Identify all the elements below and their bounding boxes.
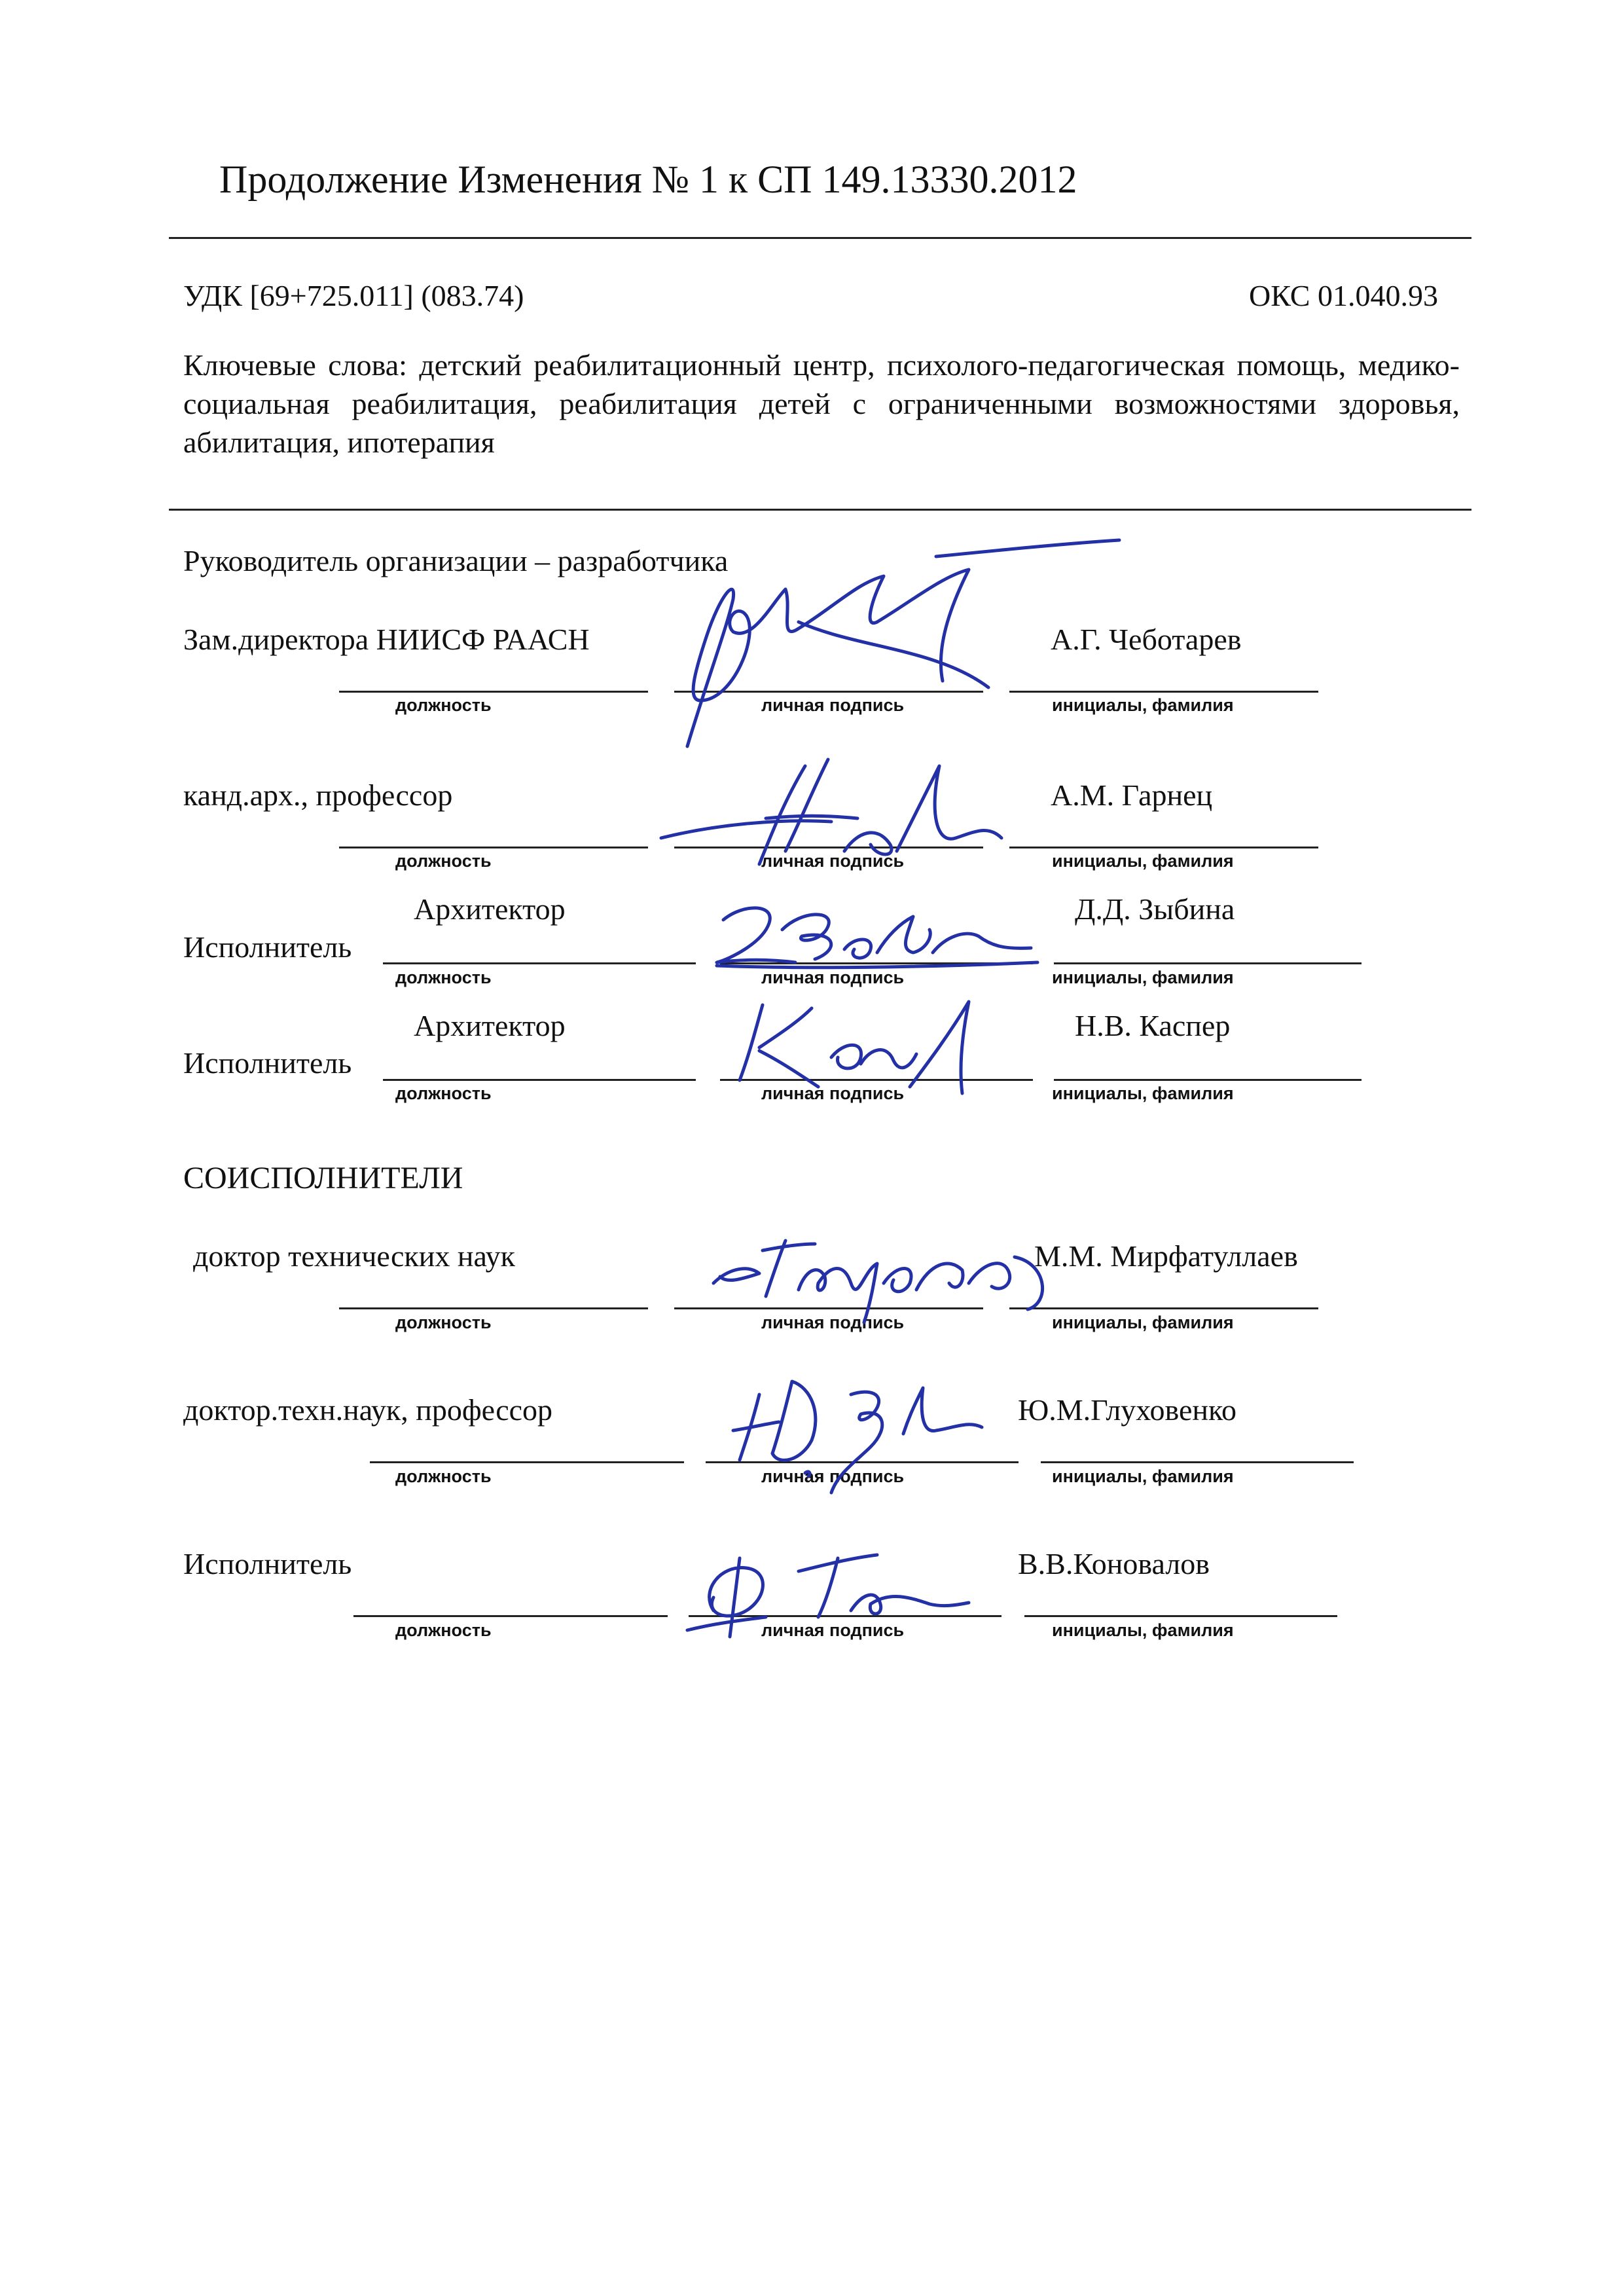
developer-heading: Руководитель организации – разработчика	[183, 544, 729, 577]
row4-job-title: Архитектор	[414, 1009, 566, 1042]
oks-code: ОКС 01.040.93	[1249, 279, 1438, 312]
row3-name-caption: инициалы, фамилия	[1052, 968, 1234, 987]
keywords-rule	[169, 509, 1471, 511]
coexecutors-heading: СОИСПОЛНИТЕЛИ	[183, 1161, 463, 1195]
row5-position-caption: должность	[395, 1313, 492, 1332]
signature-zybina	[704, 897, 1044, 975]
row6-name-caption: инициалы, фамилия	[1052, 1467, 1234, 1486]
row1-name: А.Г. Чеботарев	[1051, 623, 1242, 656]
row5-name: М.М. Мирфатуллаев	[1034, 1239, 1298, 1273]
row1-position-caption: должность	[395, 695, 492, 715]
row3-name: Д.Д. Зыбина	[1075, 892, 1235, 926]
row2-name-line	[1009, 847, 1318, 848]
row7-name-line	[1024, 1615, 1337, 1617]
signature-garnets	[648, 753, 1015, 877]
row1-position: Зам.директора НИИСФ РААСН	[183, 623, 590, 656]
row4-position-caption: должность	[395, 1084, 492, 1103]
udk-code: УДК [69+725.011] (083.74)	[183, 279, 524, 312]
signature-mirfatullaev	[700, 1231, 1067, 1329]
row3-role: Исполнитель	[183, 930, 352, 964]
row7-signature-caption: личная подпись	[761, 1620, 905, 1640]
row4-position-line	[383, 1079, 696, 1081]
signature-konovalov	[674, 1532, 975, 1643]
row7-position-caption: должность	[395, 1620, 492, 1640]
signature-chebotarev	[661, 537, 1132, 759]
row5-signature-caption: личная подпись	[761, 1313, 905, 1332]
row2-name-caption: инициалы, фамилия	[1052, 851, 1234, 871]
signature-glukhovenko	[707, 1368, 995, 1499]
row4-name-line	[1054, 1079, 1362, 1081]
row2-name: А.М. Гарнец	[1051, 778, 1213, 812]
row2-signature-caption: личная подпись	[761, 851, 905, 871]
row7-position: Исполнитель	[183, 1547, 352, 1580]
row4-signature-caption: личная подпись	[761, 1084, 905, 1103]
row3-name-line	[1054, 962, 1362, 964]
row3-job-title: Архитектор	[414, 892, 566, 926]
row4-role: Исполнитель	[183, 1046, 352, 1080]
signature-kasper	[713, 989, 1001, 1100]
row5-position: доктор технических наук	[193, 1239, 515, 1273]
row6-name: Ю.М.Глуховенко	[1018, 1393, 1237, 1427]
row1-name-caption: инициалы, фамилия	[1052, 695, 1234, 715]
header-rule	[169, 237, 1471, 239]
row5-name-caption: инициалы, фамилия	[1052, 1313, 1234, 1332]
row5-position-line	[339, 1307, 648, 1309]
row1-position-line	[339, 691, 648, 693]
row7-position-line	[353, 1615, 668, 1617]
document-title: Продолжение Изменения № 1 к СП 149.13330.2012	[219, 158, 1077, 201]
row3-position-caption: должность	[395, 968, 492, 987]
row4-name: Н.В. Каспер	[1075, 1009, 1231, 1042]
keywords-paragraph: Ключевые слова: детский реабилитационный центр, психолого-педагогическая помощь, медико-социальная реабилитация, реабилитация детей с ограниченными возможностями здоровья, абилитация, ипотерапия	[183, 348, 1460, 459]
row6-position-caption: должность	[395, 1467, 492, 1486]
row7-name-caption: инициалы, фамилия	[1052, 1620, 1234, 1640]
row1-signature-caption: личная подпись	[761, 695, 905, 715]
row3-position-line	[383, 962, 696, 964]
row6-position: доктор.техн.наук, профессор	[183, 1393, 553, 1427]
row7-name: В.В.Коновалов	[1018, 1547, 1210, 1580]
row4-name-caption: инициалы, фамилия	[1052, 1084, 1234, 1103]
row6-name-line	[1041, 1461, 1354, 1463]
row2-position: канд.арх., профессор	[183, 778, 453, 812]
row6-position-line	[370, 1461, 684, 1463]
row3-signature-caption: личная подпись	[761, 968, 905, 987]
row2-position-caption: должность	[395, 851, 492, 871]
row6-signature-caption: личная подпись	[761, 1467, 905, 1486]
row2-position-line	[339, 847, 648, 848]
